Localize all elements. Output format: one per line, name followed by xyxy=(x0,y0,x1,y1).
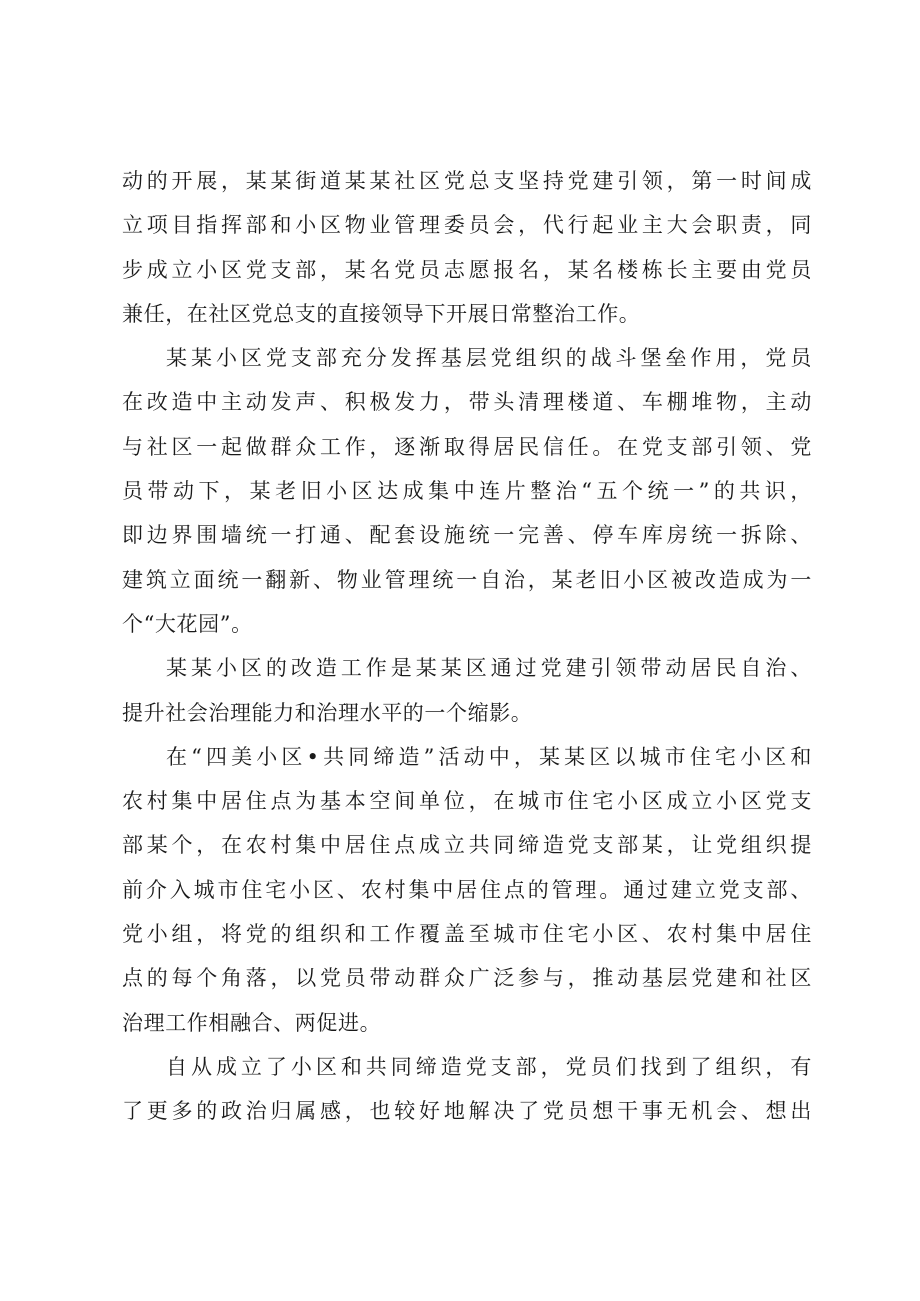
text-line-19: 点的每个角落，以党员带动群众广泛参与，推动基层党建和社区 xyxy=(122,966,812,991)
text-line-5: 某某小区党支部充分发挥基层党组织的战斗堡垒作用，党员 xyxy=(166,346,812,371)
text-line-11: 个“大花园”。 xyxy=(122,611,253,636)
text-line-21: 自从成立了小区和共同缔造党支部，党员们找到了组织，有 xyxy=(166,1054,812,1079)
text-line-13: 提升社会治理能力和治理水平的一个缩影。 xyxy=(122,700,533,725)
text-line-1: 动的开展，某某街道某某社区党总支坚持党建引领，第一时间成 xyxy=(122,169,812,193)
text-line-7: 与社区一起做群众工作，逐渐取得居民信任。在党支部引领、党 xyxy=(122,434,812,459)
text-line-18: 党小组，将党的组织和工作覆盖至城市住宅小区、农村集中居住 xyxy=(122,922,812,947)
text-line-9: 即边界围墙统一打通、配套设施统一完善、停车库房统一拆除、 xyxy=(122,523,812,548)
text-line-15: 农村集中居住点为基本空间单位，在城市住宅小区成立小区党支 xyxy=(122,789,812,814)
document-body xyxy=(122,159,812,1134)
text-line-14: 在“四美小区•共同缔造”活动中，某某区以城市住宅小区和 xyxy=(166,744,812,769)
text-line-22: 了更多的政治归属感，也较好地解决了党员想干事无机会、想出 xyxy=(122,1099,812,1124)
text-line-12: 某某小区的改造工作是某某区通过党建引领带动居民自治、 xyxy=(166,656,812,681)
text-line-4: 兼任，在社区党总支的直接领导下开展日常整治工作。 xyxy=(122,301,641,326)
text-line-17: 前介入城市住宅小区、农村集中居住点的管理。通过建立党支部、 xyxy=(122,877,812,902)
text-line-3: 步成立小区党支部，某名党员志愿报名，某名楼栋长主要由党员 xyxy=(122,257,812,282)
text-line-16: 部某个，在农村集中居住点成立共同缔造党支部某，让党组织提 xyxy=(122,833,812,858)
text-line-8: 员带动下，某老旧小区达成集中连片整治“五个统一”的共识， xyxy=(122,479,812,504)
text-line-6: 在改造中主动发声、积极发力，带头清理楼道、车棚堆物，主动 xyxy=(122,390,812,415)
text-line-10: 建筑立面统一翻新、物业管理统一自治，某老旧小区被改造成为一 xyxy=(122,567,812,592)
text-line-20: 治理工作相融合、两促进。 xyxy=(122,1010,382,1035)
text-line-2: 立项目指挥部和小区物业管理委员会，代行起业主大会职责，同 xyxy=(122,213,812,238)
